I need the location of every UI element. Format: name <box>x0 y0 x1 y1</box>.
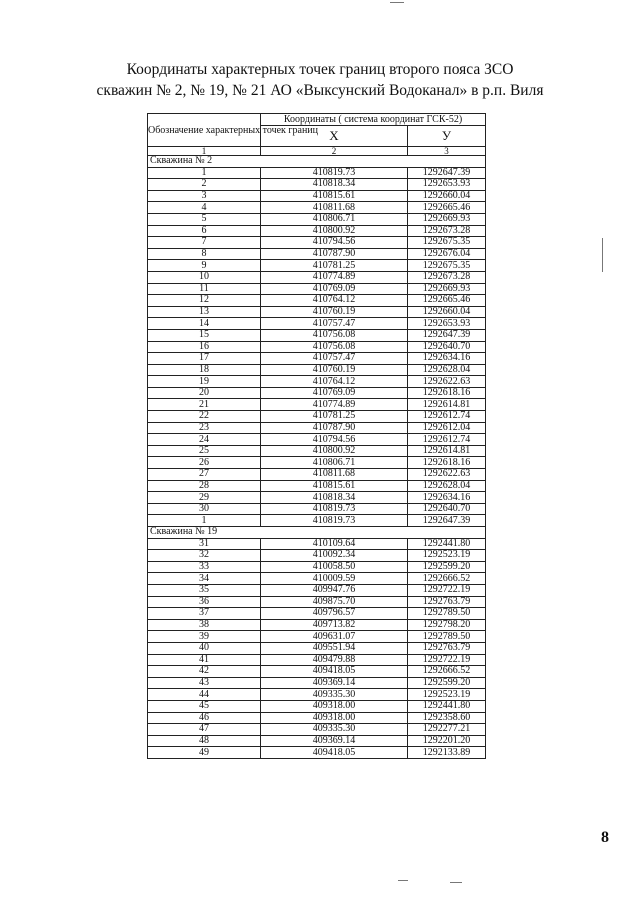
table-row <box>148 283 486 295</box>
y-coordinate: 1292653.93 <box>408 318 486 330</box>
point-number: 5 <box>148 213 261 225</box>
x-coordinate: 410764.12 <box>261 295 408 307</box>
x-coordinate: 410760.19 <box>261 364 408 376</box>
x-coordinate: 410787.90 <box>261 248 408 260</box>
y-coordinate: 1292441.80 <box>408 700 486 712</box>
table-row <box>148 747 486 759</box>
x-coordinate: 409318.00 <box>261 712 408 724</box>
x-coordinate: 410058.50 <box>261 561 408 573</box>
y-coordinate: 1292614.81 <box>408 399 486 411</box>
y-coordinate: 1292277.21 <box>408 724 486 736</box>
x-coordinate: 410811.68 <box>261 469 408 481</box>
document-title-line-1: Координаты характерных точек границ второго пояса ЗСО <box>126 61 514 78</box>
x-coordinate: 410774.89 <box>261 399 408 411</box>
y-coordinate: 1292665.46 <box>408 202 486 214</box>
point-number: 18 <box>148 364 261 376</box>
x-coordinate: 410818.34 <box>261 492 408 504</box>
x-coordinate: 410756.08 <box>261 329 408 341</box>
x-coordinate: 409796.57 <box>261 608 408 620</box>
y-coordinate: 1292666.52 <box>408 573 486 585</box>
x-coordinate: 409369.14 <box>261 735 408 747</box>
point-number: 1 <box>148 167 261 179</box>
x-coordinate: 410794.56 <box>261 434 408 446</box>
table-row <box>148 445 486 457</box>
y-coordinate: 1292634.16 <box>408 353 486 365</box>
table-row <box>148 584 486 596</box>
x-coordinate: 410819.73 <box>261 515 408 527</box>
point-number: 23 <box>148 422 261 434</box>
x-coordinate: 410760.19 <box>261 306 408 318</box>
point-number: 15 <box>148 329 261 341</box>
x-coordinate: 410009.59 <box>261 573 408 585</box>
y-coordinate: 1292763.79 <box>408 642 486 654</box>
table-row <box>148 190 486 202</box>
point-number: 21 <box>148 399 261 411</box>
table-row <box>148 271 486 283</box>
table-row <box>148 469 486 481</box>
table-body <box>148 156 486 759</box>
y-coordinate: 1292789.50 <box>408 631 486 643</box>
point-number: 33 <box>148 561 261 573</box>
scan-mark <box>602 238 603 272</box>
page-number: 8 <box>601 829 609 846</box>
table-row <box>148 422 486 434</box>
header-designation: Обозначение характерных точек границ <box>148 114 261 147</box>
table-row <box>148 376 486 388</box>
table-row <box>148 248 486 260</box>
document-title-line-2: скважин № 2, № 19, № 21 АО «Выксунский Водоканал» в р.п. Виля <box>96 82 544 99</box>
y-coordinate: 1292523.19 <box>408 550 486 562</box>
point-number: 49 <box>148 747 261 759</box>
coordinates-table <box>147 113 486 759</box>
table-row <box>148 689 486 701</box>
table-row <box>148 712 486 724</box>
x-coordinate: 410756.08 <box>261 341 408 353</box>
x-coordinate: 410109.64 <box>261 538 408 550</box>
point-number: 47 <box>148 724 261 736</box>
table-row <box>148 364 486 376</box>
table-row <box>148 318 486 330</box>
y-coordinate: 1292358.60 <box>408 712 486 724</box>
point-number: 28 <box>148 480 261 492</box>
table-row <box>148 538 486 550</box>
table-row <box>148 654 486 666</box>
y-coordinate: 1292640.70 <box>408 503 486 515</box>
table-row <box>148 329 486 341</box>
column-number: 2 <box>261 147 408 156</box>
y-coordinate: 1292669.93 <box>408 213 486 225</box>
section-label: Скважина № 19 <box>148 527 486 539</box>
point-number: 31 <box>148 538 261 550</box>
point-number: 20 <box>148 387 261 399</box>
y-coordinate: 1292599.20 <box>408 561 486 573</box>
y-coordinate: 1292673.28 <box>408 271 486 283</box>
x-coordinate: 410800.92 <box>261 445 408 457</box>
x-coordinate: 410757.47 <box>261 353 408 365</box>
y-coordinate: 1292441.80 <box>408 538 486 550</box>
point-number: 11 <box>148 283 261 295</box>
point-number: 3 <box>148 190 261 202</box>
y-coordinate: 1292669.93 <box>408 283 486 295</box>
x-coordinate: 410815.61 <box>261 190 408 202</box>
point-number: 2 <box>148 179 261 191</box>
table-row <box>148 306 486 318</box>
x-coordinate: 409479.88 <box>261 654 408 666</box>
table-row <box>148 213 486 225</box>
x-coordinate: 410818.34 <box>261 179 408 191</box>
point-number: 38 <box>148 619 261 631</box>
y-coordinate: 1292763.79 <box>408 596 486 608</box>
table-row <box>148 503 486 515</box>
table-row <box>148 700 486 712</box>
section-label: Скважина № 2 <box>148 156 486 168</box>
point-number: 22 <box>148 411 261 423</box>
x-coordinate: 409335.30 <box>261 724 408 736</box>
header-y: У <box>408 126 486 147</box>
y-coordinate: 1292628.04 <box>408 364 486 376</box>
y-coordinate: 1292599.20 <box>408 677 486 689</box>
point-number: 6 <box>148 225 261 237</box>
point-number: 43 <box>148 677 261 689</box>
point-number: 36 <box>148 596 261 608</box>
x-coordinate: 409551.94 <box>261 642 408 654</box>
y-coordinate: 1292634.16 <box>408 492 486 504</box>
table-row <box>148 341 486 353</box>
table-row <box>148 608 486 620</box>
table-row <box>148 480 486 492</box>
table-row <box>148 167 486 179</box>
column-number: 1 <box>148 147 261 156</box>
x-coordinate: 409418.05 <box>261 747 408 759</box>
x-coordinate: 410794.56 <box>261 237 408 249</box>
point-number: 41 <box>148 654 261 666</box>
point-number: 29 <box>148 492 261 504</box>
table-row <box>148 550 486 562</box>
table-row <box>148 295 486 307</box>
y-coordinate: 1292612.74 <box>408 434 486 446</box>
y-coordinate: 1292612.74 <box>408 411 486 423</box>
y-coordinate: 1292628.04 <box>408 480 486 492</box>
column-number: 3 <box>408 147 486 156</box>
y-coordinate: 1292665.46 <box>408 295 486 307</box>
y-coordinate: 1292666.52 <box>408 666 486 678</box>
x-coordinate: 410781.25 <box>261 260 408 272</box>
table-row <box>148 399 486 411</box>
table-row <box>148 492 486 504</box>
x-coordinate: 410764.12 <box>261 376 408 388</box>
y-coordinate: 1292722.19 <box>408 584 486 596</box>
point-number: 37 <box>148 608 261 620</box>
y-coordinate: 1292614.81 <box>408 445 486 457</box>
point-number: 13 <box>148 306 261 318</box>
point-number: 25 <box>148 445 261 457</box>
point-number: 35 <box>148 584 261 596</box>
point-number: 27 <box>148 469 261 481</box>
table-row <box>148 260 486 272</box>
x-coordinate: 410800.92 <box>261 225 408 237</box>
x-coordinate: 410806.71 <box>261 213 408 225</box>
point-number: 46 <box>148 712 261 724</box>
point-number: 8 <box>148 248 261 260</box>
y-coordinate: 1292647.39 <box>408 515 486 527</box>
y-coordinate: 1292673.28 <box>408 225 486 237</box>
point-number: 42 <box>148 666 261 678</box>
x-coordinate: 410806.71 <box>261 457 408 469</box>
y-coordinate: 1292675.35 <box>408 260 486 272</box>
x-coordinate: 410774.89 <box>261 271 408 283</box>
y-coordinate: 1292523.19 <box>408 689 486 701</box>
table-row <box>148 353 486 365</box>
x-coordinate: 409713.82 <box>261 619 408 631</box>
y-coordinate: 1292798.20 <box>408 619 486 631</box>
y-coordinate: 1292660.04 <box>408 306 486 318</box>
table-row <box>148 677 486 689</box>
table-row <box>148 561 486 573</box>
y-coordinate: 1292133.89 <box>408 747 486 759</box>
table-row <box>148 434 486 446</box>
point-number: 24 <box>148 434 261 446</box>
x-coordinate: 410811.68 <box>261 202 408 214</box>
y-coordinate: 1292660.04 <box>408 190 486 202</box>
table-row <box>148 179 486 191</box>
point-number: 26 <box>148 457 261 469</box>
table-row <box>148 735 486 747</box>
point-number: 17 <box>148 353 261 365</box>
y-coordinate: 1292647.39 <box>408 329 486 341</box>
point-number: 45 <box>148 700 261 712</box>
x-coordinate: 409318.00 <box>261 700 408 712</box>
y-coordinate: 1292653.93 <box>408 179 486 191</box>
header-x: X <box>261 126 408 147</box>
table-row <box>148 619 486 631</box>
table-row <box>148 457 486 469</box>
y-coordinate: 1292201.20 <box>408 735 486 747</box>
x-coordinate: 410781.25 <box>261 411 408 423</box>
x-coordinate: 410819.73 <box>261 167 408 179</box>
table-row <box>148 411 486 423</box>
point-number: 12 <box>148 295 261 307</box>
point-number: 1 <box>148 515 261 527</box>
y-coordinate: 1292612.04 <box>408 422 486 434</box>
x-coordinate: 410815.61 <box>261 480 408 492</box>
y-coordinate: 1292722.19 <box>408 654 486 666</box>
x-coordinate: 409947.76 <box>261 584 408 596</box>
x-coordinate: 409369.14 <box>261 677 408 689</box>
table-row <box>148 573 486 585</box>
y-coordinate: 1292618.16 <box>408 457 486 469</box>
scan-mark <box>398 880 408 881</box>
point-number: 34 <box>148 573 261 585</box>
point-number: 44 <box>148 689 261 701</box>
point-number: 30 <box>148 503 261 515</box>
y-coordinate: 1292647.39 <box>408 167 486 179</box>
y-coordinate: 1292622.63 <box>408 376 486 388</box>
x-coordinate: 409631.07 <box>261 631 408 643</box>
x-coordinate: 409335.30 <box>261 689 408 701</box>
x-coordinate: 409875.70 <box>261 596 408 608</box>
table-row <box>148 515 486 527</box>
table-row <box>148 724 486 736</box>
point-number: 48 <box>148 735 261 747</box>
y-coordinate: 1292789.50 <box>408 608 486 620</box>
table-row <box>148 596 486 608</box>
header-coordinate-system: Координаты ( система координат ГСК-52) <box>261 114 486 126</box>
x-coordinate: 410092.34 <box>261 550 408 562</box>
scan-mark <box>450 882 462 883</box>
y-coordinate: 1292640.70 <box>408 341 486 353</box>
point-number: 14 <box>148 318 261 330</box>
table-row <box>148 225 486 237</box>
point-number: 39 <box>148 631 261 643</box>
point-number: 7 <box>148 237 261 249</box>
y-coordinate: 1292622.63 <box>408 469 486 481</box>
x-coordinate: 409418.05 <box>261 666 408 678</box>
point-number: 10 <box>148 271 261 283</box>
section-row <box>148 527 486 539</box>
point-number: 16 <box>148 341 261 353</box>
y-coordinate: 1292618.16 <box>408 387 486 399</box>
y-coordinate: 1292675.35 <box>408 237 486 249</box>
y-coordinate: 1292676.04 <box>408 248 486 260</box>
table-row <box>148 642 486 654</box>
x-coordinate: 410787.90 <box>261 422 408 434</box>
point-number: 40 <box>148 642 261 654</box>
table-row <box>148 237 486 249</box>
table-row <box>148 202 486 214</box>
table-row <box>148 387 486 399</box>
table-row <box>148 666 486 678</box>
point-number: 9 <box>148 260 261 272</box>
section-row <box>148 156 486 168</box>
x-coordinate: 410757.47 <box>261 318 408 330</box>
table-row <box>148 631 486 643</box>
x-coordinate: 410769.09 <box>261 283 408 295</box>
point-number: 32 <box>148 550 261 562</box>
point-number: 19 <box>148 376 261 388</box>
point-number: 4 <box>148 202 261 214</box>
scan-mark <box>390 2 404 3</box>
x-coordinate: 410819.73 <box>261 503 408 515</box>
x-coordinate: 410769.09 <box>261 387 408 399</box>
